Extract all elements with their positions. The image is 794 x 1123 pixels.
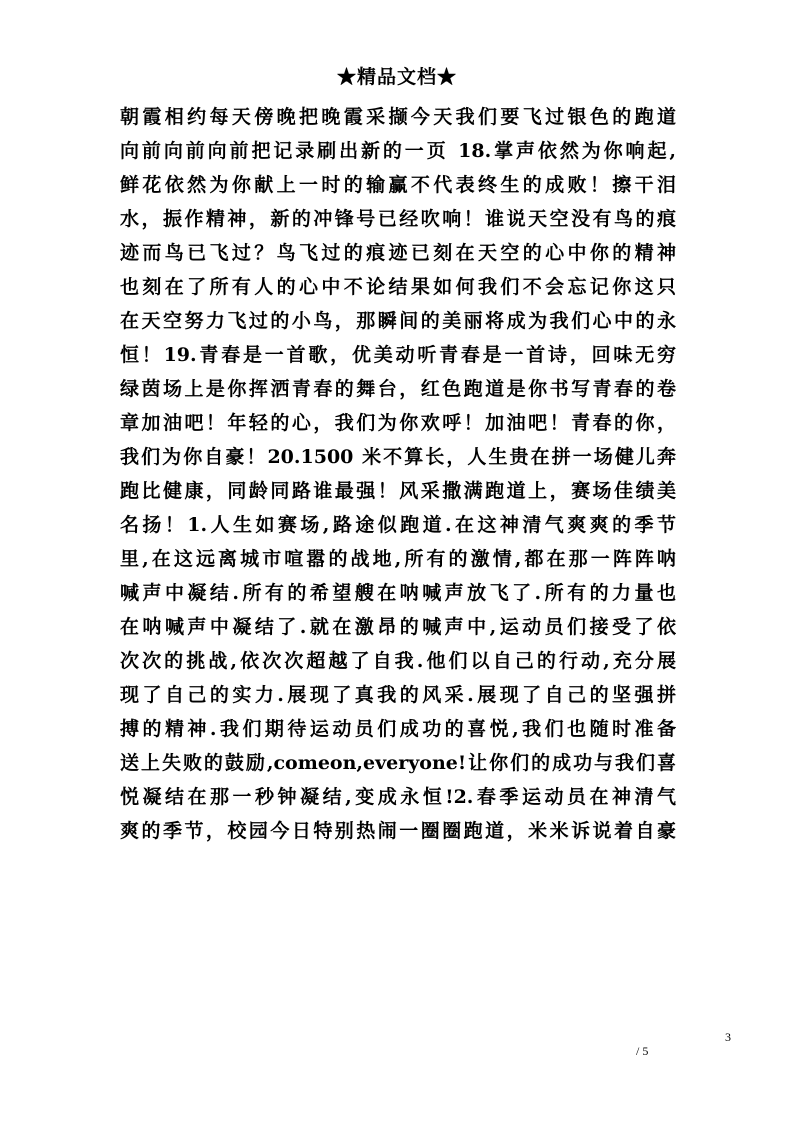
text-line: 爽的季节，校园今日特别热闹一圈圈跑道，米米诉说着自豪 bbox=[120, 820, 676, 842]
text-line: 向前向前向前把记录刷出新的一页 18.掌声依然为你响起, bbox=[120, 140, 676, 162]
text-line: 朝霞相约每天傍晚把晚霞采撷今天我们要飞过银色的跑道 bbox=[120, 106, 676, 128]
text-line: 悦凝结在那一秒钟凝结,变成永恒!2.春季运动员在神清气 bbox=[120, 786, 676, 808]
text-line: 搏的精神.我们期待运动员们成功的喜悦,我们也随时准备 bbox=[120, 718, 676, 740]
text-line: 我们为你自豪！20.1500 米不算长，人生贵在拼一场健儿奔 bbox=[120, 446, 676, 468]
page-number: 3 bbox=[725, 1030, 731, 1044]
text-line: 送上失败的鼓励,comeon,everyone!让你们的成功与我们喜 bbox=[120, 752, 676, 774]
text-line: 在天空努力飞过的小鸟，那瞬间的美丽将成为我们心中的永 bbox=[120, 310, 676, 332]
text-line: 章加油吧！年轻的心，我们为你欢呼！加油吧！青春的你， bbox=[120, 412, 676, 434]
text-line: 喊声中凝结.所有的希望艘在呐喊声放飞了.所有的力量也 bbox=[120, 582, 676, 604]
text-line: 也刻在了所有人的心中不论结果如何我们不会忘记你这只 bbox=[120, 276, 676, 298]
text-line: 里,在这远离城市喧嚣的战地,所有的激情,都在那一阵阵呐 bbox=[120, 548, 676, 570]
text-line: 现了自己的实力.展现了真我的风采.展现了自己的坚强拼 bbox=[120, 684, 676, 706]
text-line: 跑比健康，同龄同路谁最强！风采撒满跑道上，赛场佳绩美 bbox=[120, 480, 676, 502]
text-line: 迹而鸟已飞过？鸟飞过的痕迹已刻在天空的心中你的精神 bbox=[120, 242, 676, 264]
page-header-title: ★精品文档★ bbox=[336, 66, 457, 88]
text-line: 水，振作精神，新的冲锋号已经吹响！谁说天空没有鸟的痕 bbox=[120, 208, 676, 230]
document-body bbox=[120, 100, 676, 848]
text-line: 名扬！1.人生如赛场,路途似跑道.在这神清气爽爽的季节 bbox=[120, 514, 676, 536]
text-line: 次次的挑战,依次次超越了自我.他们以自己的行动,充分展 bbox=[120, 650, 676, 672]
text-line: 鲜花依然为你献上一时的输赢不代表终生的成败！擦干泪 bbox=[120, 174, 676, 196]
page-total: / 5 bbox=[636, 1044, 649, 1058]
text-line: 恒！19.青春是一首歌，优美动听青春是一首诗，回味无穷 bbox=[120, 344, 676, 366]
text-line: 在呐喊声中凝结了.就在激昂的喊声中,运动员们接受了依 bbox=[120, 616, 676, 638]
text-line: 绿茵场上是你挥洒青春的舞台，红色跑道是你书写青春的卷 bbox=[120, 378, 676, 400]
